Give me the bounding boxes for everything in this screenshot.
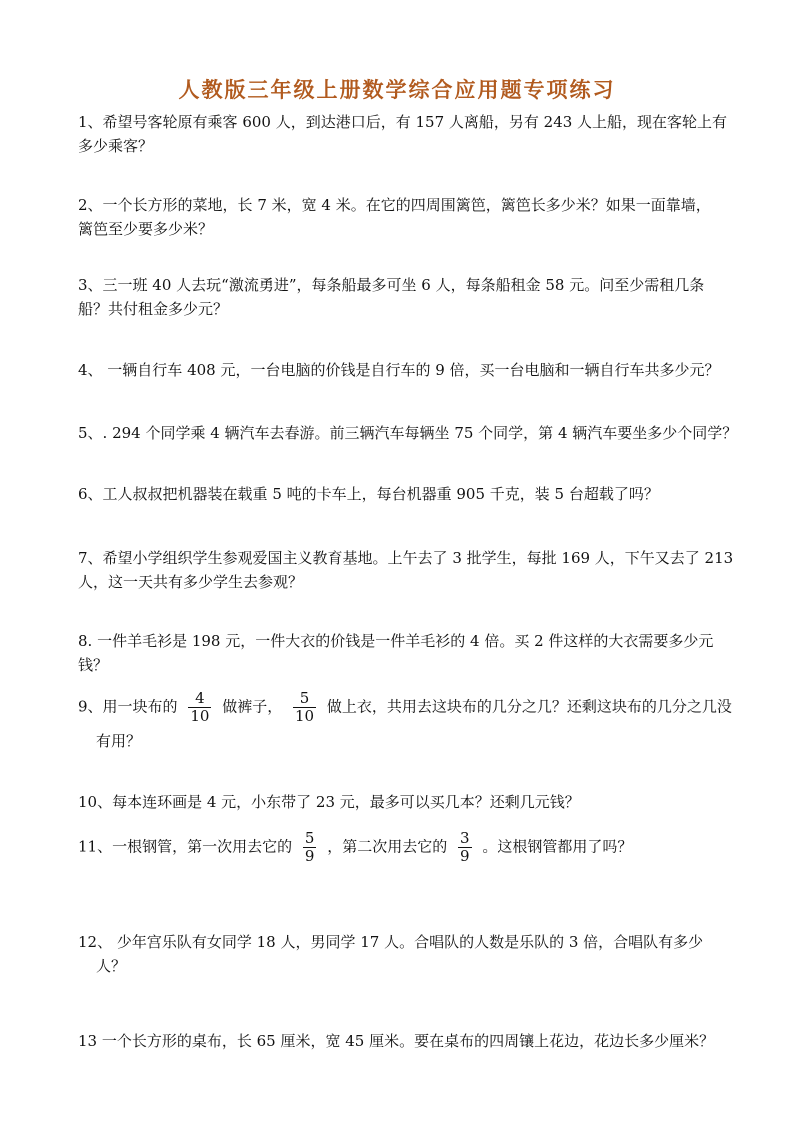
question-text: 2、一个长方形的菜地，长 7 米，宽 4 米。在它的四周围篱笆，篱笆长多少米？如果一面靠墙， xyxy=(78,196,711,214)
fraction-denominator: 10 xyxy=(190,707,210,725)
fraction xyxy=(303,830,317,865)
question-text: ，第二次用去它的 xyxy=(327,837,448,856)
fraction xyxy=(188,690,211,725)
fraction-numerator: 4 xyxy=(188,690,211,708)
question-text: 1、希望号客轮原有乘客 600 人，到达港口后，有 157 人离船，另有 243 人上船，现在客轮上有 xyxy=(78,113,728,131)
question-text: 7、希望小学组织学生参观爱国主义教育基地。上午去了 3 批学生，每批 169 人，下午又去了 213 xyxy=(78,549,734,567)
question-text: 12、 少年宫乐队有女同学 18 人，男同学 17 人。合唱队的人数是乐队的 3 倍，合唱队有多少 xyxy=(78,933,704,951)
question-text: 11、一根钢管，第一次用去它的 xyxy=(78,837,293,856)
fraction-numerator: 5 xyxy=(293,690,316,708)
question-3 xyxy=(78,273,742,321)
question-13 xyxy=(78,1029,742,1053)
question-text: 做上衣，共用去这块布的几分之几？还剩这块布的几分之几没 xyxy=(326,697,732,716)
question-11 xyxy=(78,830,742,865)
question-text: 多少乘客？ xyxy=(78,137,154,155)
question-text: 6、工人叔叔把机器装在载重 5 吨的卡车上，每台机器重 905 千克，装 5 台超载了吗？ xyxy=(78,485,659,503)
question-text: 人？ xyxy=(96,957,127,975)
question-5 xyxy=(78,421,742,445)
question-9 xyxy=(78,690,742,753)
question-text: 10、每本连环画是 4 元，小东带了 23 元，最多可以买几本？还剩几元钱？ xyxy=(78,793,580,811)
page-title: 人教版三年级上册数学综合应用题专项练习 xyxy=(178,77,616,102)
fraction-numerator: 5 xyxy=(304,829,315,847)
question-text: 篱笆至少要多少米？ xyxy=(78,220,214,238)
question-text: 有用？ xyxy=(96,732,142,750)
question-text: 13 一个长方形的桌布，长 65 厘米，宽 45 厘米。要在桌布的四周镶上花边，花边长多少厘米？ xyxy=(78,1032,715,1050)
question-6 xyxy=(78,482,742,506)
question-text: 钱？ xyxy=(78,656,109,674)
question-text: 3、三一班 40 人去玩“激流勇进”，每条船最多可坐 6 人，每条船租金 58 元。问至少需租几条 xyxy=(78,276,705,294)
fraction xyxy=(458,830,472,865)
question-text: 4、 一辆自行车 408 元，一台电脑的价钱是自行车的 9 倍，买一台电脑和一辆自行车共多少元？ xyxy=(78,361,720,379)
fraction-denominator: 9 xyxy=(304,847,315,865)
fraction-denominator: 10 xyxy=(295,707,315,725)
question-text-line xyxy=(78,830,742,865)
question-7 xyxy=(78,546,742,594)
question-8 xyxy=(78,629,742,677)
question-1 xyxy=(78,110,742,158)
question-text-line xyxy=(78,690,742,725)
question-text: 5、. 294 个同学乘 4 辆汽车去春游。前三辆汽车每辆坐 75 个同学，第 4 辆汽车要坐多少个同学？ xyxy=(78,424,738,442)
question-12 xyxy=(78,930,742,978)
fraction-numerator: 3 xyxy=(460,829,470,847)
question-4 xyxy=(78,358,742,382)
question-text: 9、用一块布的 xyxy=(78,697,178,716)
question-text: 。这根钢管都用了吗？ xyxy=(482,837,633,856)
question-text: 船？共付租金多少元？ xyxy=(78,300,229,318)
fraction xyxy=(293,690,316,725)
question-text: 做裤子， xyxy=(222,697,283,716)
question-text: 人，这一天共有多少学生去参观？ xyxy=(78,573,304,591)
fraction-denominator: 9 xyxy=(460,847,470,865)
question-text: 8. 一件羊毛衫是 198 元，一件大衣的价钱是一件羊毛衫的 4 倍。买 2 件这样的大衣需要多少元 xyxy=(78,632,714,650)
question-10 xyxy=(78,790,742,814)
question-2 xyxy=(78,193,742,241)
